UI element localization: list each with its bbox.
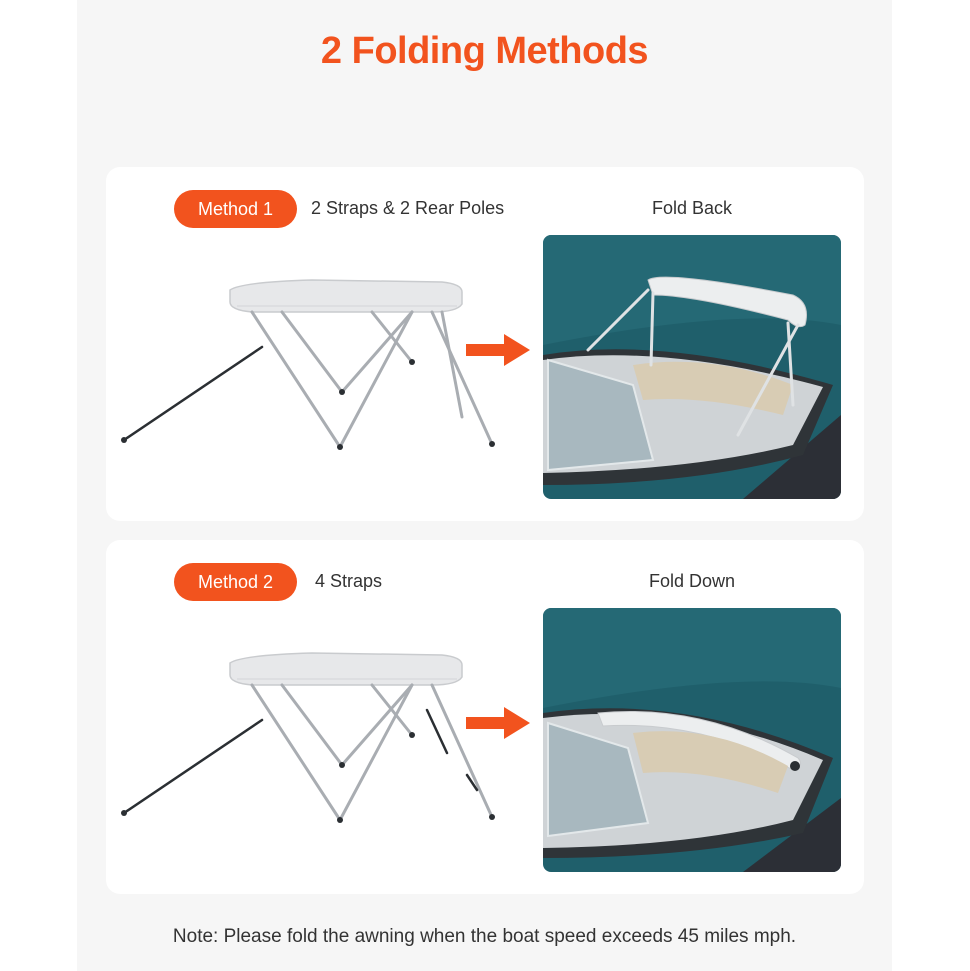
bimini-frame-illustration <box>112 262 512 462</box>
boat-top-folded-back-photo <box>543 235 841 499</box>
method-description: 4 Straps <box>315 571 383 591</box>
footer-note: Note: Please fold the awning when the boat speed exceeds 45 miles mph. <box>172 926 797 947</box>
method-badge: Method 1 <box>174 190 297 228</box>
method-card-2 <box>106 540 864 894</box>
boat-top-folded-down-photo <box>543 608 841 872</box>
infographic-page <box>77 0 892 971</box>
method-description: 2 Straps & 2 Rear Poles <box>311 198 505 218</box>
method-card-1 <box>106 167 864 521</box>
page-title: 2 Folding Methods <box>320 30 649 72</box>
arrow-right-icon <box>466 707 530 739</box>
fold-label: Fold Back <box>651 198 733 218</box>
fold-label: Fold Down <box>648 571 736 591</box>
method-badge: Method 2 <box>174 563 297 601</box>
bimini-frame-illustration <box>112 635 512 835</box>
arrow-right-icon <box>466 334 530 366</box>
